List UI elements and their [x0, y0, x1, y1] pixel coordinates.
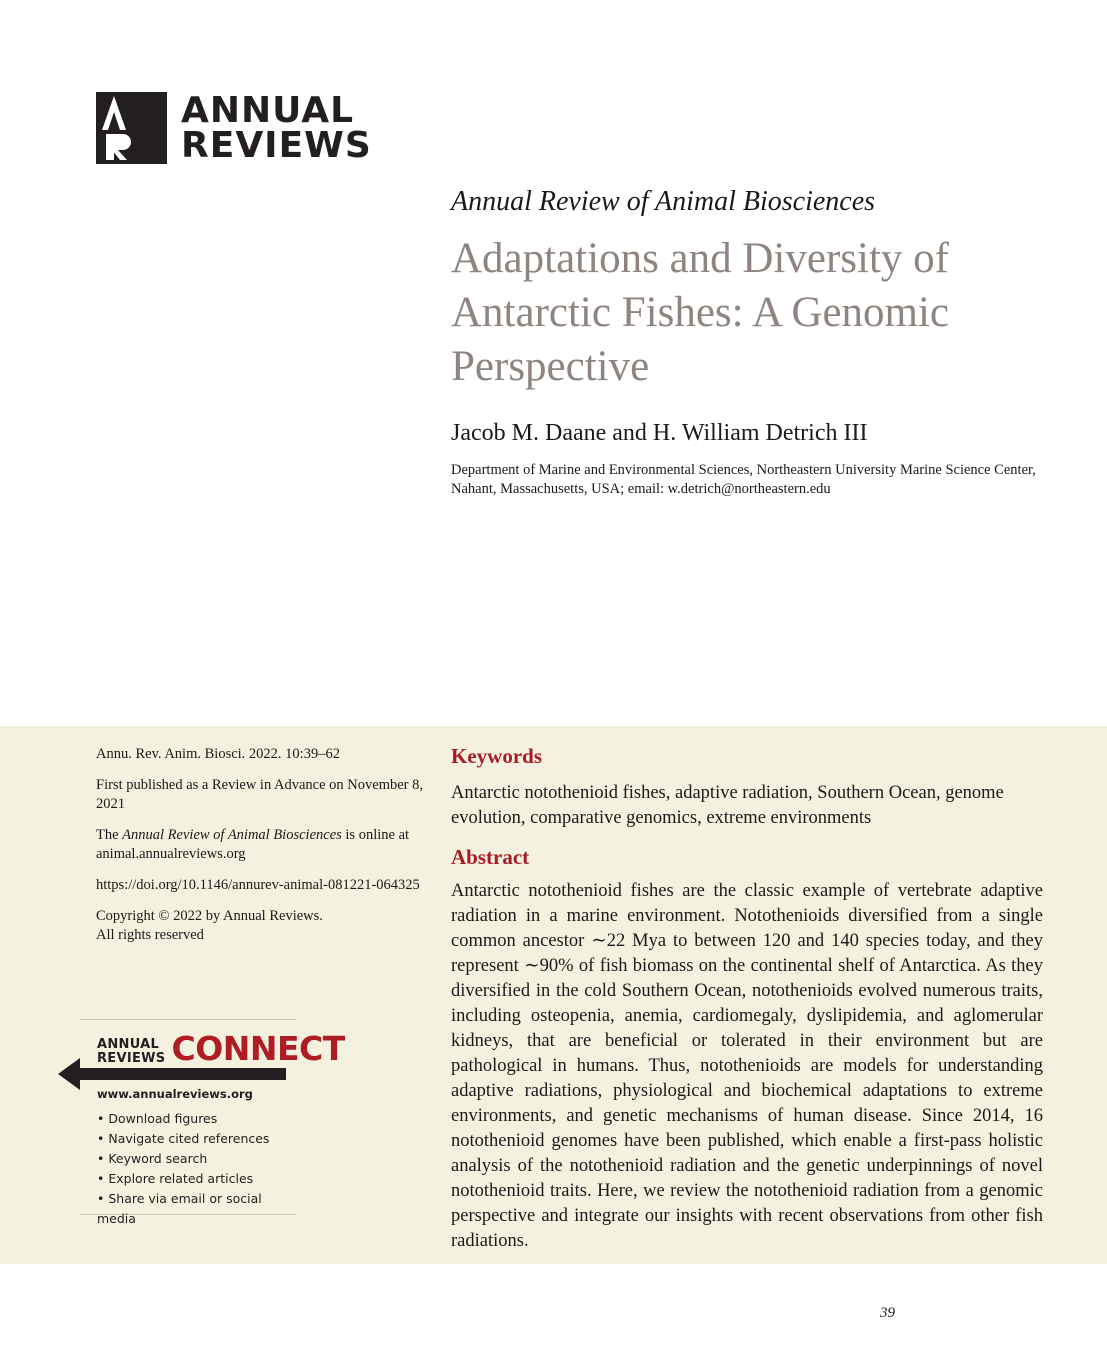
copyright-line-2: All rights reserved [96, 927, 204, 943]
logo-wordmark [181, 90, 372, 166]
keywords-heading: Keywords [451, 744, 542, 768]
list-item: • Download figures [97, 1109, 296, 1129]
left-arrow-icon [58, 1058, 288, 1090]
list-item: • Keyword search [97, 1149, 296, 1169]
keywords-text: Antarctic notothenioid fishes, adaptive radiation, Southern Ocean, genome evolution, comparative genomics, extreme environments [451, 783, 1004, 828]
connect-title: CONNECT [171, 1029, 345, 1068]
online-prefix: The [96, 827, 123, 843]
connect-url[interactable]: www.annualreviews.org [97, 1087, 253, 1101]
doi-link[interactable]: https://doi.org/10.1146/annurev-animal-081221-064325 [96, 877, 420, 893]
connect-small-line-1: ANNUAL [97, 1037, 160, 1052]
page-number: 39 [880, 1305, 895, 1321]
article-title: Adaptations and Diversity of Antarctic Fishes: A Genomic Perspective [451, 235, 950, 390]
logo-line-2: REVIEWS [181, 125, 372, 166]
abstract-heading: Abstract [451, 845, 530, 869]
abstract-text: Antarctic notothenioid fishes are the classic example of vertebrate adaptive radiation in a marine environment. Notothenioids diversified from a single common ancestor ∼22 Mya to between 120 and 140 species today, and they represent ∼90% of fish biomass on the continental shelf of Antarctica. As they diversified in the cold Southern Ocean, notothenioids evolved numerous traits, including osteopenia, anemia, cardiomegaly, dyslipidemia, and aglomerular kidneys, that are beneficial or tolerated in their environment but are pathological in humans. Thus, notothenioids are models for understanding adaptive radiations, physiological and biochemical adaptations to extreme environments, and genetic mechanisms of human disease. Since 2014, 16 notothenioid genomes have been published, which enable a first-pass holistic analysis of the notothenioid radiation and the genetic underpinnings of novel notothenioid traits. Here, we review the notothenioid radiation from a genomic perspective and integrate our insights with recent observations from other fish radiations. [451, 881, 1043, 1251]
authors: Jacob M. Daane and H. William Detrich III [451, 420, 868, 446]
online-availability [96, 826, 426, 864]
connect-small-line-2: REVIEWS [97, 1051, 166, 1066]
first-published: First published as a Review in Advance on November 8, 2021 [96, 777, 423, 812]
online-suffix: is online at animal.annualreviews.org [96, 827, 410, 862]
copyright-line-1: Copyright © 2022 by Annual Reviews. [96, 908, 323, 924]
list-item: • Navigate cited references [97, 1129, 296, 1149]
annual-reviews-logo [96, 92, 372, 164]
copyright [96, 907, 426, 945]
journal-name: Annual Review of Animal Biosciences [451, 186, 876, 217]
ar-monogram-icon [96, 92, 167, 164]
citation: Annu. Rev. Anim. Biosci. 2022. 10:39–62 [96, 746, 340, 762]
affiliation: Department of Marine and Environmental Sciences, Northeastern University Marine Science Center, Nahant, Massachusetts, USA; email: w.detrich@northeastern.edu [451, 462, 1036, 497]
list-item: • Explore related articles [97, 1169, 296, 1189]
article-metadata [96, 745, 426, 957]
logo-line-1: ANNUAL [181, 90, 355, 131]
connect-features-list [97, 1109, 296, 1229]
annual-reviews-connect-box [80, 1019, 345, 1226]
list-item: • Share via email or social media [97, 1189, 296, 1229]
online-journal: Annual Review of Animal Biosciences [122, 827, 342, 843]
